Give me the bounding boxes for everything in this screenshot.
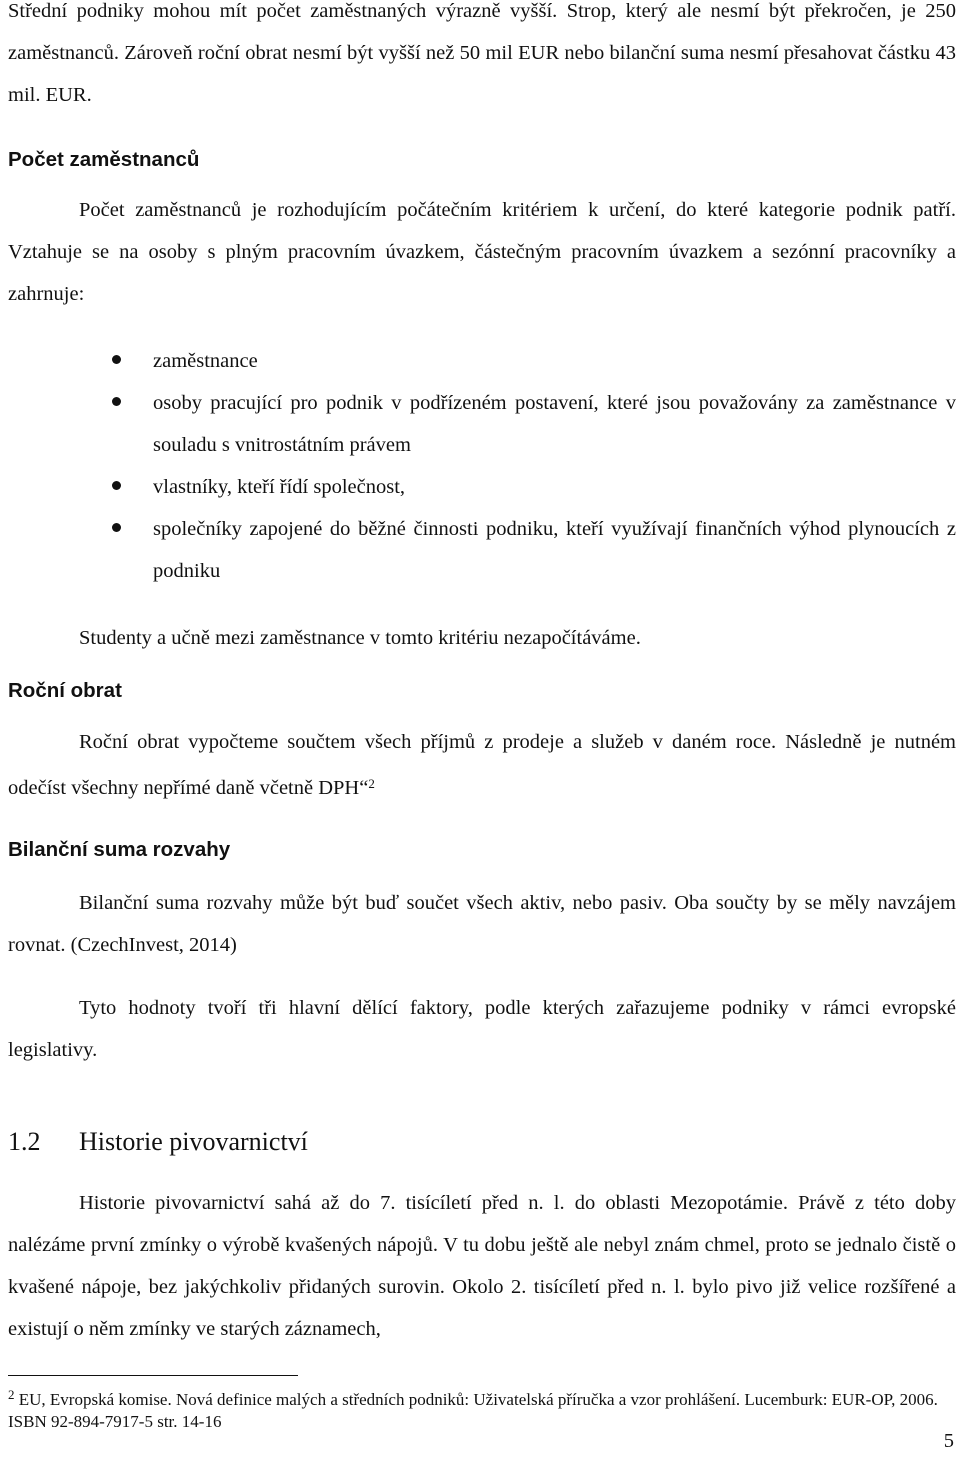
employees-bullet-list bbox=[8, 340, 956, 592]
section-title: Historie pivovarnictví bbox=[79, 1127, 308, 1156]
page-number: 5 bbox=[943, 1430, 954, 1452]
footnote-ref: 2 bbox=[368, 776, 375, 791]
list-item: vlastníky, kteří řídí společnost, bbox=[8, 466, 956, 508]
employees-paragraph: Počet zaměstnanců je rozhodujícím počátečním kritériem k určení, do které kategorie podnik patří. Vztahuje se na osoby s plným pracovním úvazkem, částečným pracovním úvazkem a sezónní pracovníky a zahrnuje: bbox=[8, 199, 956, 305]
section-heading bbox=[8, 1125, 956, 1159]
turnover-paragraph: Roční obrat vypočteme součtem všech příjmů z prodeje a služeb v daném roce. Následně je nutném odečíst všechny nepřímé daně včetně DPH“$^2$ bbox=[8, 731, 956, 799]
list-item: zaměstnance bbox=[8, 340, 956, 382]
document-page bbox=[8, 0, 956, 1460]
footnote-text: EU, Evropská komise. Nová definice malých a středních podniků: Uživatelská příručka a vzor prohlášení. Lucemburk: EUR-OP, 2006. ISBN 92-894-7917-5 str. 14-16 bbox=[8, 1390, 938, 1431]
balance-paragraph: Bilanční suma rozvahy může být buď součet všech aktiv, nebo pasiv. Oba součty by se měly navzájem rovnat. (CzechInvest, 2014) bbox=[8, 892, 956, 956]
bullet-icon bbox=[112, 355, 121, 364]
intro-paragraph: Střední podniky mohou mít počet zaměstnaných výrazně vyšší. Strop, který ale nesmí být překročen, je 250 zaměstnanců. Zároveň roční obrat nesmí být vyšší než 50 mil EUR nebo bilanční suma nesmí přesahovat částku 43 mil. EUR. bbox=[8, 0, 956, 106]
footnote-separator bbox=[8, 1375, 298, 1376]
list-item: osoby pracující pro podnik v podřízeném postavení, které jsou považovány za zaměstnance v souladu s vnitrostátním právem bbox=[8, 382, 956, 466]
footnote bbox=[8, 1384, 956, 1433]
list-item: společníky zapojené do běžné činnosti podniku, kteří využívají finančních výhod plynoucích z podniku bbox=[8, 508, 956, 592]
heading-employees: Počet zaměstnanců bbox=[8, 148, 200, 171]
summary-paragraph: Tyto hodnoty tvoří tři hlavní dělící faktory, podle kterých zařazujeme podniky v rámci evropské legislativy. bbox=[8, 997, 956, 1061]
bullet-icon bbox=[112, 397, 121, 406]
section-number: 1.2 bbox=[8, 1127, 41, 1156]
heading-turnover: Roční obrat bbox=[8, 679, 122, 702]
employees-note: Studenty a učně mezi zaměstnance v tomto kritériu nezapočítáváme. bbox=[79, 627, 641, 649]
section-paragraph: Historie pivovarnictví sahá až do 7. tisícíletí před n. l. do oblasti Mezopotámie. Právě z této doby nalézáme první zmínky o výrobě kvašených nápojů. V tu dobu ještě ale nebyl znám chmel, proto se jednalo čistě o kvašené nápoje, bez jakýchkoliv přidaných surovin. Okolo 2. tisícíletí před n. l. bylo pivo již velice rozšířené a existují o něm zmínky ve starých záznamech, bbox=[8, 1192, 956, 1340]
heading-balance: Bilanční suma rozvahy bbox=[8, 838, 231, 861]
bullet-icon bbox=[112, 523, 121, 532]
bullet-icon bbox=[112, 481, 121, 490]
footnote-marker: 2 bbox=[8, 1387, 15, 1402]
